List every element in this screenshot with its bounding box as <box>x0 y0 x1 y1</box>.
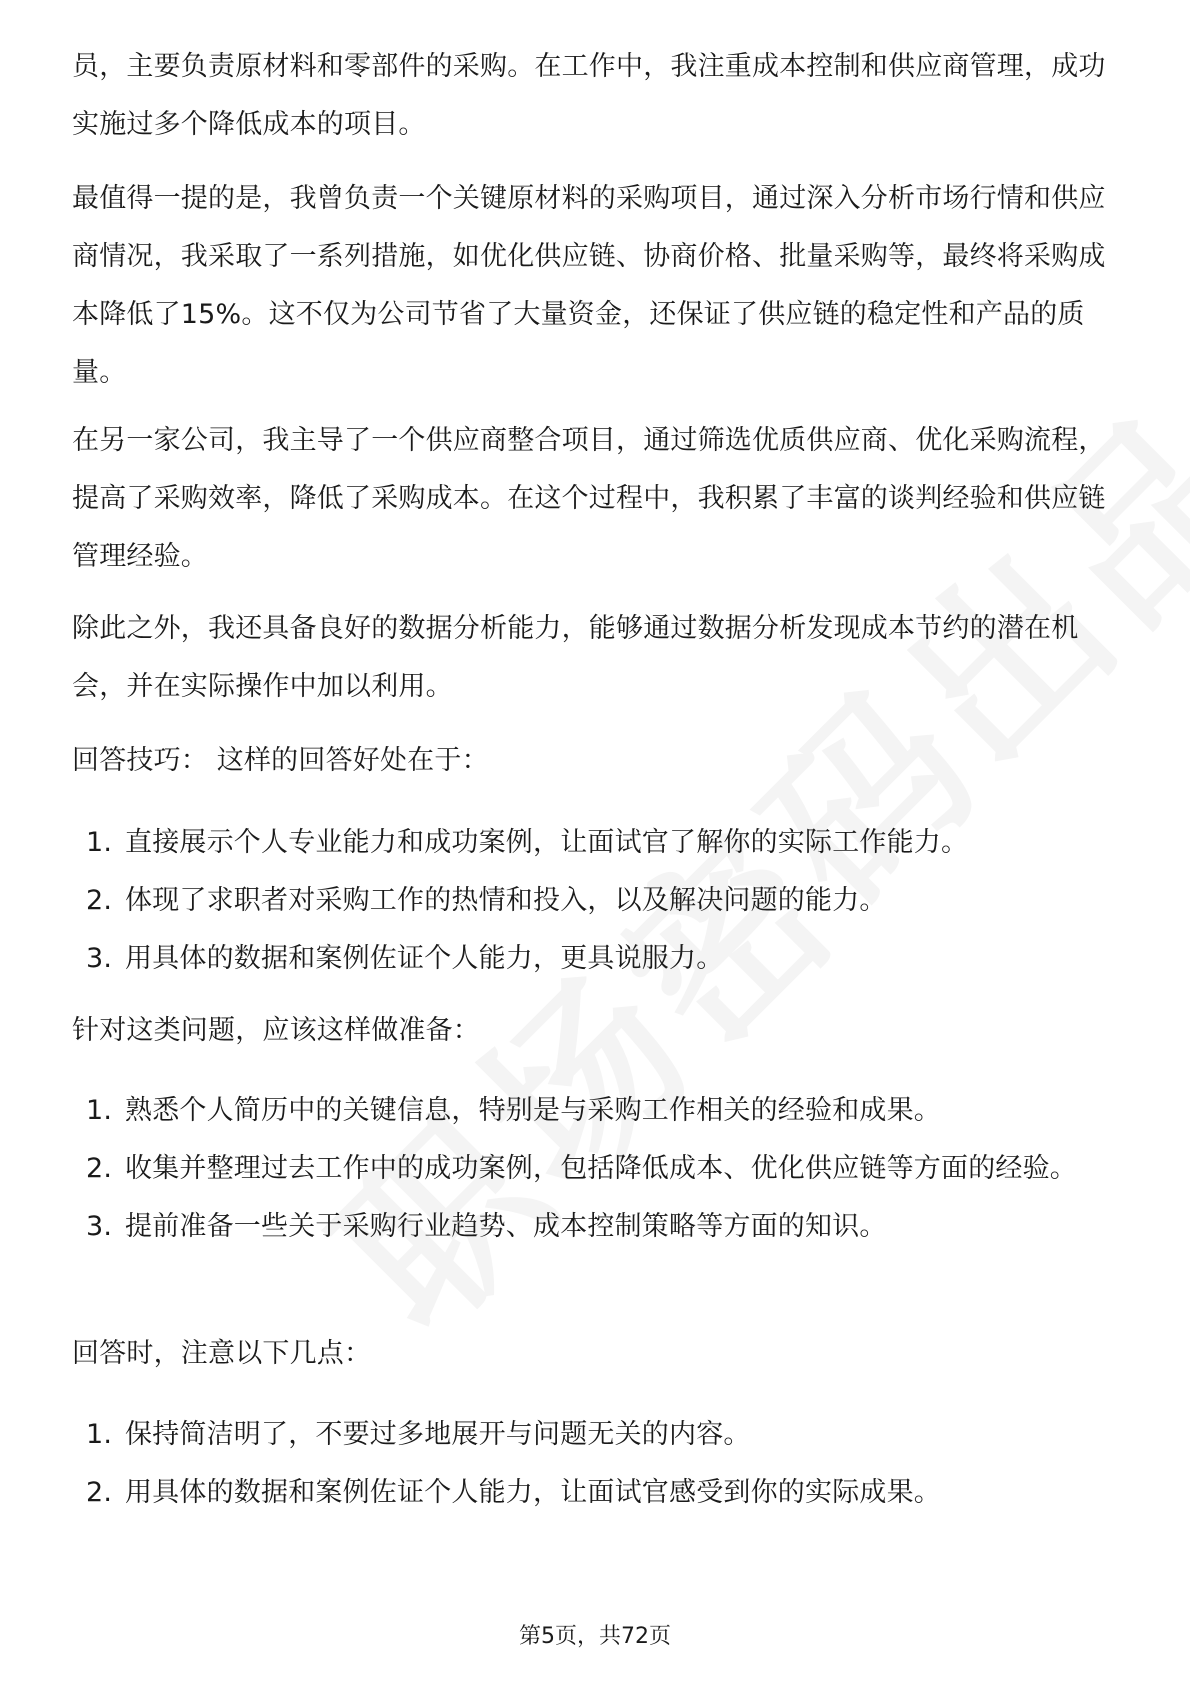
paragraph-key-project: 最值得一提的是，我曾负责一个关键原材料的采购项目，通过深入分析市场行情和供应商情况，我采取了一系列措施，如优化供应链、协商价格、批量采购等，最终将采购成本降低了15%。这不仅为公司节省了大量资金，还保证了供应链的稳定性和产品的质量。 <box>72 183 1106 388</box>
list-number: 2. <box>86 885 113 916</box>
list-item <box>72 1140 1122 1198</box>
list-item-text: 提前准备一些关于采购行业趋势、成本控制策略等方面的知识。 <box>125 1211 887 1242</box>
notes-heading: 回答时，注意以下几点： <box>72 1338 372 1369</box>
tips-heading: 回答技巧： 这样的回答好处在于： <box>72 745 489 776</box>
notes-list <box>72 1406 1122 1522</box>
prep-heading: 针对这类问题，应该这样做准备： <box>72 1015 480 1046</box>
prep-list <box>72 1082 1122 1256</box>
list-item-text: 体现了求职者对采购工作的热情和投入，以及解决问题的能力。 <box>125 885 887 916</box>
tips-list <box>72 814 1122 988</box>
list-item-text: 直接展示个人专业能力和成功案例，让面试官了解你的实际工作能力。 <box>125 827 969 858</box>
list-item-text: 熟悉个人简历中的关键信息，特别是与采购工作相关的经验和成果。 <box>125 1095 941 1126</box>
list-number: 2. <box>86 1477 113 1508</box>
list-number: 3. <box>86 943 113 974</box>
list-number: 3. <box>86 1211 113 1242</box>
list-number: 1. <box>86 1095 113 1126</box>
paragraph-intro: 员，主要负责原材料和零部件的采购。在工作中，我注重成本控制和供应商管理，成功实施过多个降低成本的项目。 <box>72 51 1106 140</box>
list-number: 2. <box>86 1153 113 1184</box>
list-item-text: 保持简洁明了，不要过多地展开与问题无关的内容。 <box>125 1419 751 1450</box>
paragraph-data-analysis: 除此之外，我还具备良好的数据分析能力，能够通过数据分析发现成本节约的潜在机会，并在实际操作中加以利用。 <box>72 613 1079 702</box>
list-item <box>72 1464 1122 1522</box>
list-item <box>72 1198 1122 1256</box>
list-item <box>72 1406 1122 1464</box>
list-item-text: 用具体的数据和案例佐证个人能力，更具说服力。 <box>125 943 724 974</box>
list-number: 1. <box>86 827 113 858</box>
list-number: 1. <box>86 1419 113 1450</box>
paragraph-supplier-integration: 在另一家公司，我主导了一个供应商整合项目，通过筛选优质供应商、优化采购流程，提高了采购效率，降低了采购成本。在这个过程中，我积累了丰富的谈判经验和供应链管理经验。 <box>72 425 1106 572</box>
list-item <box>72 930 1122 988</box>
list-item <box>72 1082 1122 1140</box>
list-item <box>72 872 1122 930</box>
list-item-text: 收集并整理过去工作中的成功案例，包括降低成本、优化供应链等方面的经验。 <box>125 1153 1077 1184</box>
list-item <box>72 814 1122 872</box>
list-item-text: 用具体的数据和案例佐证个人能力，让面试官感受到你的实际成果。 <box>125 1477 941 1508</box>
page-number-footer: 第5页，共72页 <box>519 1624 671 1649</box>
